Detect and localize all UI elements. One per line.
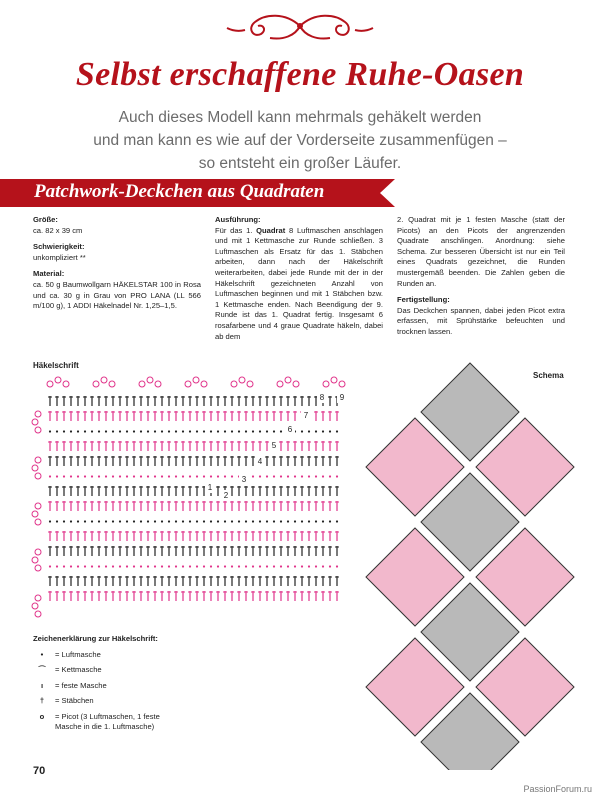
round-number-label: 3 [241,475,247,484]
legend-text: = Picot (3 Luftmaschen, 1 feste Masche in die 1. Luftmasche) [55,711,160,731]
legend-text: = Stäbchen [55,696,94,705]
execution-text-bold: Quadrat [256,225,286,235]
size-value: ca. 82 x 39 cm [33,225,83,235]
page-number: 70 [33,765,46,777]
watermark: PassionForum.ru [523,784,592,794]
intro-line: Auch dieses Modell kann mehrmals gehäkelt werden [118,109,482,126]
intro-line: so entsteht ein großer Läufer. [198,155,402,172]
execution-label: Ausführung: [215,215,261,224]
chart-label: Häkelschrift [33,361,79,370]
round-number-label: 9 [339,393,345,402]
material-label: Material: [33,269,65,279]
execution-text-b: 8 Luftmaschen anschlagen und mit 1 Kettmasche zur Runde schließen. 3 Luftmaschen als Ersatz für das 1. Stäbchen arbeiten, dann nach der Häkelschrift weiterarbeiten, dabei jede Runde mit der in der Häkelschrift gezeichneten Anzahl von Luftmaschen beginnen und mit 1 Stäbchen bzw. 1 Kettmasche enden. Nach Beendigung der 9. Runde ist das 1. Quadrat fertig. Insgesamt 6 rosafarbene und 4 graue Quadrate häkeln, dabei ab dem [215,225,383,341]
legend-item [33,681,183,692]
round-number-label: 5 [271,441,277,450]
picot-icon: ο [39,711,45,721]
finishing-text: Das Deckchen spannen, dabei jeden Picot extra erfassen, mit Sprühstärke befeuchten und trocknen lassen. [397,305,565,336]
slip-stitch-icon: ⌒ [38,665,46,674]
round-number-label: 2 [223,491,229,500]
double-crochet-icon: † [39,696,45,705]
legend [33,634,183,733]
difficulty-label: Schwierigkeit: [33,242,85,252]
round-number-label: 1 [207,483,213,492]
finishing-label: Fertigstellung: [397,295,450,305]
flourish-ornament [225,8,375,48]
size-label: Größe: [33,215,58,224]
execution-text-a: Für das 1. [215,225,257,235]
intro-line: und man kann es wie auf der Vorderseite zusammenfügen – [93,132,507,149]
instructions-column-2 [397,215,565,344]
material-text: ca. 50 g Baumwollgarn HÄKELSTAR 100 in Rosa und ca. 30 g in Grau von PRO LANA (LL 566 m/100 g), 1 ADDI Häkelnadel Nr. 1,25–1,5. [33,279,201,311]
legend-text: = Luftmasche [55,649,101,659]
legend-text: = feste Masche [55,680,107,690]
round-number-label: 7 [303,411,309,420]
difficulty-value: unkompliziert ** [33,252,86,262]
legend-text: = Kettmasche [55,665,102,674]
legend-item [33,696,183,707]
info-column [33,215,201,318]
legend-item [33,650,183,661]
layout-schema [360,350,600,770]
single-crochet-icon: ı [40,680,44,690]
round-number-label: 4 [257,457,263,466]
legend-item [33,712,183,733]
page-title: Selbst erschaffene Ruhe-Oasen [75,56,525,93]
round-number-label: 8 [319,393,325,402]
section-heading: Patchwork-Deckchen aus Quadraten [34,181,325,202]
schema-label: Schema [533,371,564,380]
continuation-text: 2. Quadrat mit je 1 festen Masche (statt der Picots) an den Picots der angrenzenden Quadrate anschlingen. Anordnung: siehe Schema. Zur besseren Übersicht ist nur ein Teil eines Quadrats gezeichnet, die Runden mustergemäß beenden. Die Zahlen geben die Runden an. [397,215,565,288]
instructions-column [215,215,383,342]
legend-title: Zeichenerklärung zur Häkelschrift: [33,634,158,643]
round-number-label: 6 [287,425,293,434]
intro-text [70,106,530,175]
crochet-chart [30,372,360,634]
legend-item [33,665,183,676]
chain-stitch-icon: • [40,649,44,659]
